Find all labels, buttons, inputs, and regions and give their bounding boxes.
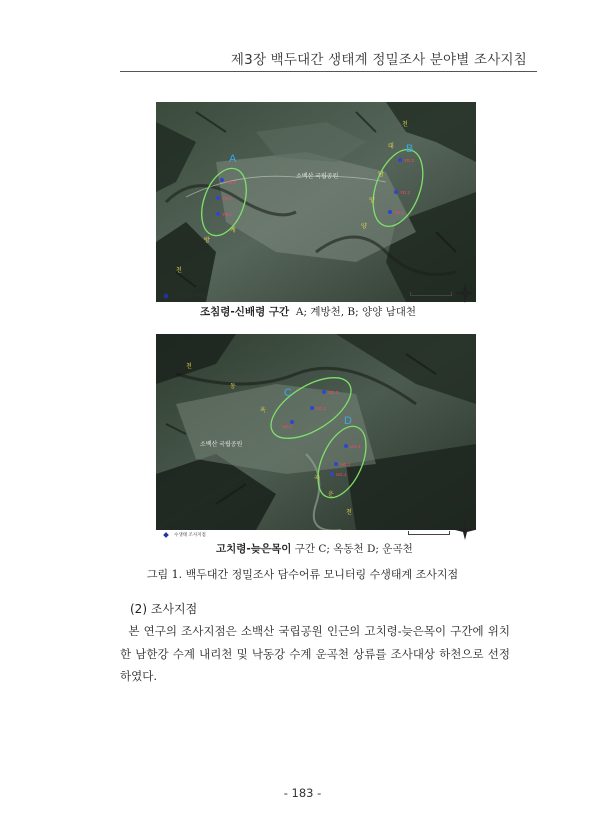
river-char: 곡 xyxy=(314,476,320,482)
caption-rest: 구간 C; 옥동천 D; 운곡천 xyxy=(294,543,413,555)
river-char: 천 xyxy=(402,122,408,128)
river-char: 운 xyxy=(328,492,334,498)
river-char: 남 xyxy=(378,172,384,178)
compass-icon xyxy=(455,520,475,540)
page-number: - 183 - xyxy=(283,786,322,800)
point-label: UD.2 xyxy=(316,406,327,411)
point-label: UD.3 xyxy=(328,390,339,395)
point-marker xyxy=(330,472,334,476)
map-image-1 xyxy=(156,102,476,302)
point-label: YD.3 xyxy=(404,158,415,163)
legend-marker-icon xyxy=(163,532,169,538)
map-image-2 xyxy=(156,334,476,530)
point-label: YD.1 xyxy=(394,210,405,215)
river-char: 동 xyxy=(230,384,236,390)
site-label-d: D xyxy=(344,415,352,427)
site-label-b: B xyxy=(406,143,414,155)
page-header-title: 제3장 백두대간 생태계 정밀조사 분야별 조사지침 xyxy=(230,52,527,68)
point-label: UG.2 xyxy=(340,462,351,467)
river-char: 옥 xyxy=(260,408,266,414)
point-marker xyxy=(322,390,326,394)
caption-rest: A; 계방천, B; 양양 남대천 xyxy=(295,306,417,318)
point-label: YB.2 xyxy=(222,196,232,201)
paragraph-text: 본 연구의 조사지점은 소백산 국립공원 인근의 고치령-늦은목이 구간에 위치한 남한강 수계 내리천 및 낙동강 수계 운곡천 상류를 조사대상 하천으로 선정하였다. xyxy=(120,624,511,683)
river-char: 계 xyxy=(230,228,236,234)
river-char: 방 xyxy=(204,238,210,244)
point-label: UG.1 xyxy=(336,472,347,477)
point-label: YD.2 xyxy=(400,190,411,195)
site-label-c: C xyxy=(284,387,292,399)
map-caption-1 xyxy=(200,304,416,319)
compass-icon xyxy=(455,283,475,303)
point-marker xyxy=(310,406,314,410)
river-char: 천 xyxy=(186,364,192,370)
header-rule xyxy=(120,71,537,72)
site-label-a: A xyxy=(229,153,237,165)
point-marker xyxy=(344,444,348,448)
point-marker xyxy=(394,190,398,194)
legend-1 xyxy=(164,293,206,299)
caption-bold: 조침령-신배령 구간 xyxy=(200,306,290,318)
river-char: 양 xyxy=(361,224,367,230)
river-char: 양 xyxy=(369,198,375,204)
point-label: UD.1 xyxy=(282,424,293,429)
point-marker xyxy=(220,178,224,182)
point-marker xyxy=(216,212,220,216)
body-paragraph xyxy=(120,620,510,688)
point-marker xyxy=(388,210,392,214)
park-label: 소백산 국립공원 xyxy=(296,174,339,180)
map-caption-2 xyxy=(216,541,413,556)
section-heading: (2) 조사지점 xyxy=(130,602,198,616)
legend-label: 수생태 조사지점 xyxy=(174,533,206,538)
point-marker xyxy=(398,158,402,162)
river-char: 천 xyxy=(176,268,182,274)
point-label: YB.3 xyxy=(226,180,236,185)
legend-2 xyxy=(164,532,206,538)
figure-caption: 그림 1. 백두대간 정밀조사 담수어류 모니터링 수생태계 조사지점 xyxy=(146,568,459,581)
river-char: 천 xyxy=(346,510,352,516)
point-label: YB.1 xyxy=(222,212,232,217)
point-marker xyxy=(334,462,338,466)
scale-bar xyxy=(410,292,452,296)
point-marker xyxy=(216,196,220,200)
point-label: UG.3 xyxy=(350,444,361,449)
river-char: 대 xyxy=(388,144,394,150)
scale-bar xyxy=(408,531,450,535)
park-label: 소백산 국립공원 xyxy=(200,442,243,448)
legend-label: 수생태 조사지점 xyxy=(174,294,206,299)
caption-bold: 고치령-늦은목이 xyxy=(216,543,292,555)
legend-marker-icon xyxy=(163,293,169,299)
